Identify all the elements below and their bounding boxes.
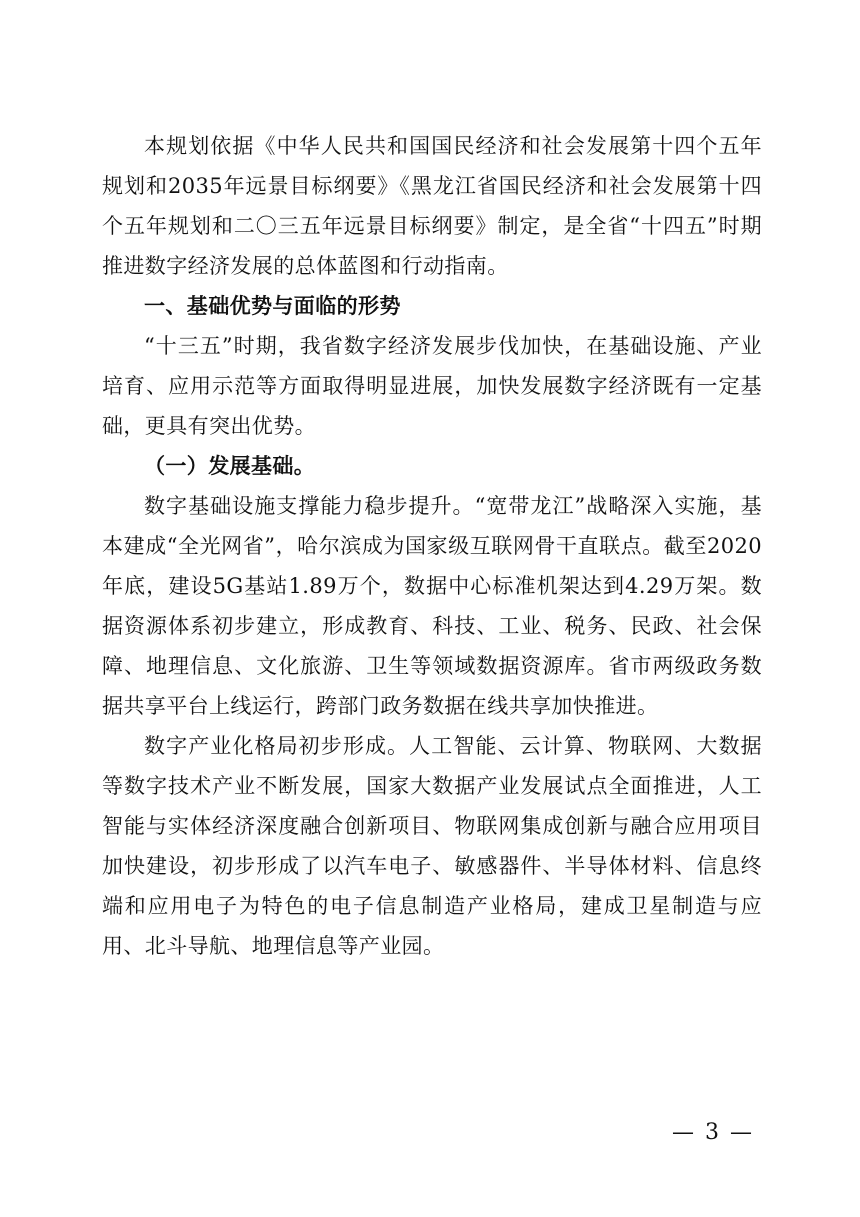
subsection-heading: （一）发展基础。 bbox=[144, 453, 316, 478]
intro-paragraph: 本规划依据《中华人民共和国国民经济和社会发展第十四个五年规划和2035年远景目标纲要》《黑龙江省国民经济和社会发展第十四个五年规划和二〇三五年远景目标纲要》制定，是全省“十四五”时期推进数字经济发展的总体蓝图和行动指南。 bbox=[102, 134, 762, 278]
industry-paragraph: 数字产业化格局初步形成。人工智能、云计算、物联网、大数据等数字技术产业不断发展，国家大数据产业发展试点全面推进，人工智能与实体经济深度融合创新项目、物联网集成创新与融合应用项目加快建设，初步形成了以汽车电子、敏感器件、半导体材料、信息终端和应用电子为特色的电子信息制造产业格局，建成卫星制造与应用、北斗导航、地理信息等产业园。 bbox=[102, 734, 762, 958]
infrastructure-paragraph: 数字基础设施支撑能力稳步提升。“宽带龙江”战略深入实施，基本建成“全光网省”，哈尔滨成为国家级互联网骨干直联点。截至2020年底，建设5G基站1.89万个，数据中心标准机架达到4.29万架。数据资源体系初步建立，形成教育、科技、工业、税务、民政、社会保障、地理信息、文化旅游、卫生等领域数据资源库。省市两级政务数据共享平台上线运行，跨部门政务数据在线共享加快推进。 bbox=[102, 494, 762, 718]
document-body bbox=[102, 126, 762, 966]
section-intro-paragraph: “十三五”时期，我省数字经济发展步伐加快，在基础设施、产业培育、应用示范等方面取得明显进展，加快发展数字经济既有一定基础，更具有突出优势。 bbox=[102, 334, 762, 438]
page-number: — 3 — bbox=[672, 1120, 754, 1145]
section-heading: 一、基础优势与面临的形势 bbox=[144, 294, 401, 318]
